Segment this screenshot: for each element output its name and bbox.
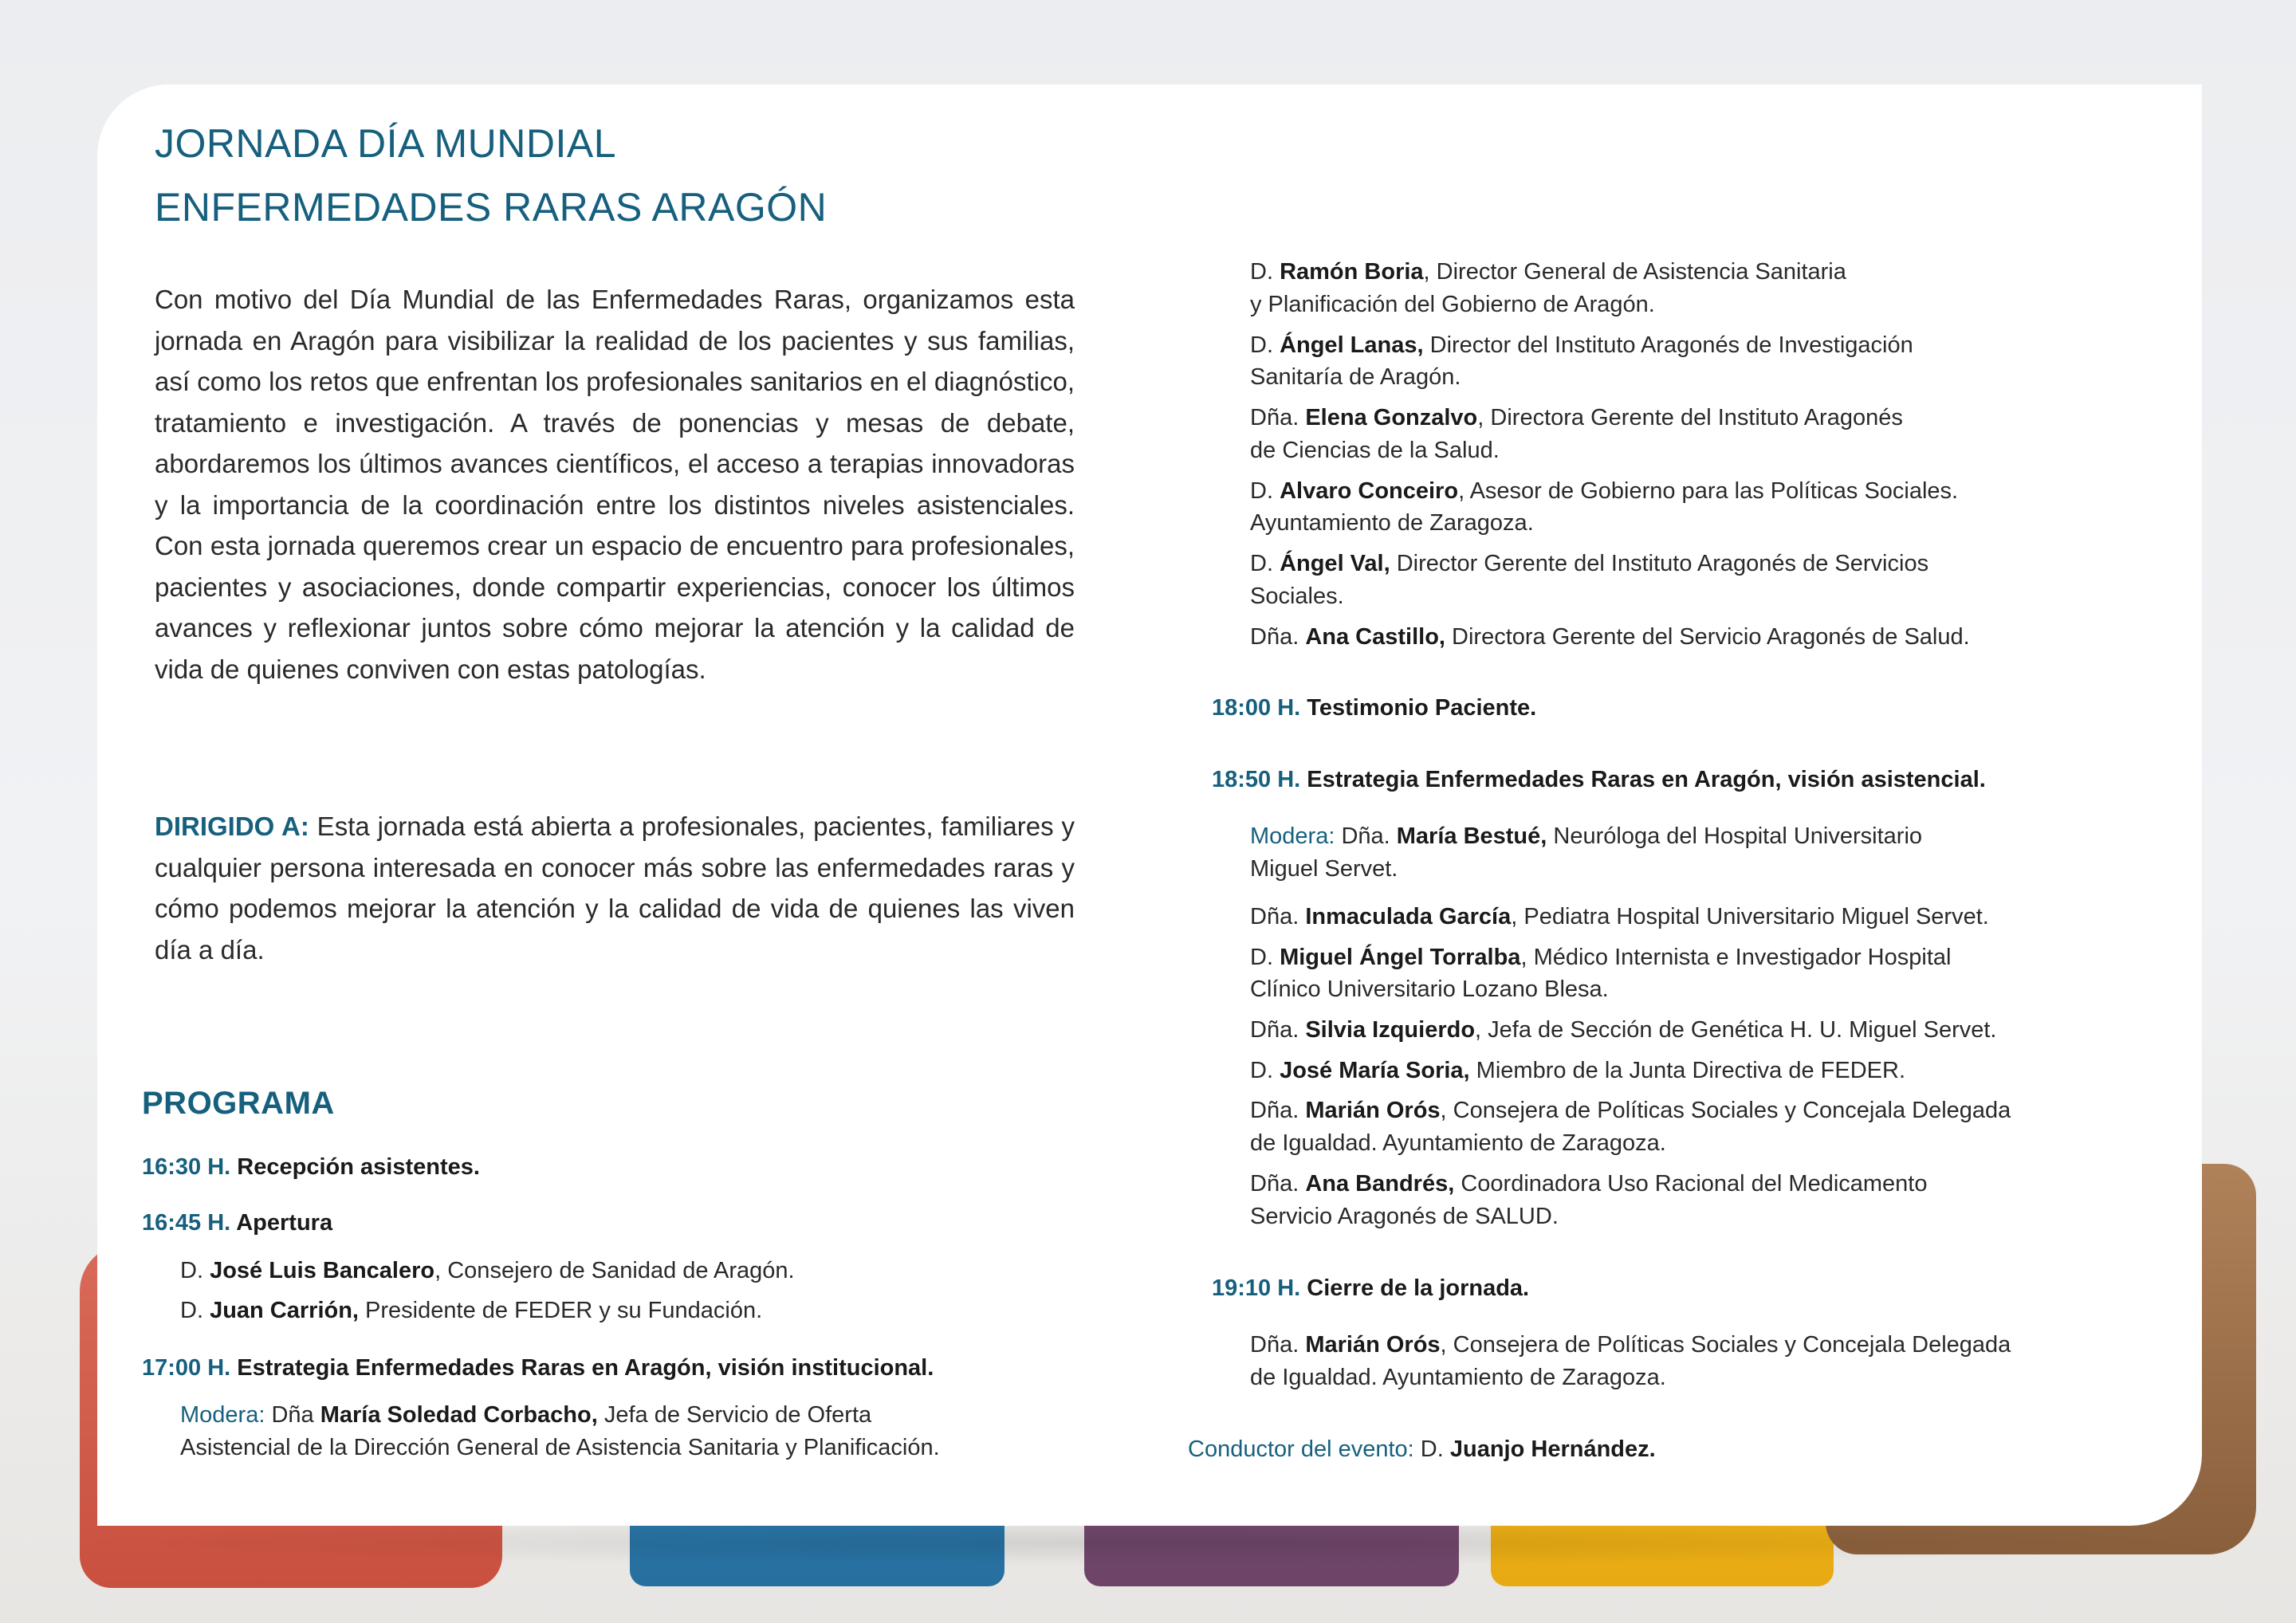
dirigido-text: Esta jornada está abierta a profesionales, pacientes, familiares y cualquier persona interesada en conocer más sobre las enfermedades raras y cómo podemos mejorar la atención y la calidad de vida de quienes las viven día a día. [155, 812, 1075, 965]
moderator-label: Modera: [1250, 823, 1335, 849]
speaker-name: Elena Gonzalvo [1305, 405, 1478, 430]
dirigido-label: DIRIGIDO A: [155, 812, 309, 841]
speaker-role-cont: Sanitaría de Aragón. [1250, 364, 1461, 390]
speaker-name: Silvia Izquierdo [1305, 1017, 1476, 1043]
speaker-item: D. Ramón Boria, Director General de Asistencia Sanitaria [1250, 259, 1846, 285]
session-1850 [1212, 764, 1986, 796]
session-label: Estrategia Enfermedades Raras en Aragón, visión asistencial. [1300, 767, 1986, 792]
programa-title: PROGRAMA [142, 1086, 335, 1121]
speaker-role: , Pediatra Hospital Universitario Miguel Servet. [1511, 904, 1989, 929]
floor-shadow [48, 1519, 2264, 1566]
speaker-item: D. Ángel Val, Director Gerente del Instituto Aragonés de Servicios [1250, 551, 1929, 576]
title-line-2: ENFERMEDADES RARAS ARAGÓN [155, 185, 828, 230]
speaker-item: Dña. Marián Orós, Consejera de Políticas Sociales y Concejala Delegada [1250, 1098, 2011, 1123]
moderator-line: Modera: Dña María Soledad Corbacho, Jefa de Servicio de Oferta [180, 1402, 872, 1428]
speaker-item: Dña. Ana Bandrés, Coordinadora Uso Racional del Medicamento [1250, 1171, 1928, 1197]
session-label: Cierre de la jornada. [1300, 1275, 1530, 1301]
intro-paragraph: Con motivo del Día Mundial de las Enfermedades Raras, organizamos esta jornada en Aragón para visibilizar la realidad de los pacientes y sus familias, así como los retos que enfrentan los profesionales sanitarios en el diagnóstico, tratamiento e investigación. A través de ponencias y mesas de debate, abordaremos los últimos avances científicos, el acceso a terapias innovadoras y la importancia de la coordinación entre los distintos niveles asistenciales. Con esta jornada queremos crear un espacio de encuentro para profesionales, pacientes y asociaciones, donde compartir experiencias, conocer los últimos avances y reflexionar juntos sobre cómo mejorar la atención y la calidad de vida de quienes conviven con estas patologías. [155, 285, 1075, 684]
speaker-role: , Consejera de Políticas Sociales y Concejala Delegada [1440, 1332, 2011, 1358]
speaker-item: Dña. Ana Castillo, Directora Gerente del Servicio Aragonés de Salud. [1250, 624, 1970, 650]
session-1630 [142, 1151, 480, 1184]
speaker-role: , Consejero de Sanidad de Aragón. [434, 1258, 795, 1283]
session-label: Estrategia Enfermedades Raras en Aragón, visión institucional. [230, 1355, 934, 1381]
speaker-item: Dña. Marián Orós, Consejera de Políticas Sociales y Concejala Delegada [1250, 1332, 2011, 1358]
session-label: Recepción asistentes. [230, 1154, 480, 1180]
session-label: Apertura [230, 1210, 333, 1236]
moderator-line: Modera: Dña. María Bestué, Neuróloga del Hospital Universitario [1250, 823, 1923, 849]
speaker-item: D. Ángel Lanas, Director del Instituto Aragonés de Investigación [1250, 332, 1913, 358]
speaker-item: Dña. Elena Gonzalvo, Directora Gerente del Instituto Aragonés [1250, 405, 1903, 430]
speaker-role: , Asesor de Gobierno para las Políticas Sociales. [1458, 478, 1959, 504]
speaker-role: , Médico Internista e Investigador Hospital [1520, 945, 1952, 970]
speaker-name: Inmaculada García [1305, 904, 1512, 929]
speaker-role: Miembro de la Junta Directiva de FEDER. [1469, 1058, 1905, 1083]
session-1645 [142, 1207, 332, 1240]
speaker-name: Ángel Lanas, [1280, 332, 1424, 358]
moderator-name: María Soledad Corbacho, [320, 1402, 598, 1428]
speaker-role-cont: y Planificación del Gobierno de Aragón. [1250, 292, 1655, 317]
speaker-role-cont: de Igualdad. Ayuntamiento de Zaragoza. [1250, 1130, 1666, 1156]
speaker-item: D. Miguel Ángel Torralba, Médico Internista e Investigador Hospital [1250, 945, 1952, 970]
session-time: 16:45 H. [142, 1210, 231, 1236]
moderator-label: Modera: [180, 1402, 265, 1428]
dirigido-paragraph [155, 806, 1075, 970]
speaker-role: , Directora Gerente del Instituto Aragonés [1477, 405, 1903, 430]
session-1700 [142, 1352, 934, 1385]
session-time: 16:30 H. [142, 1154, 231, 1180]
moderator-role-cont: Miguel Servet. [1250, 856, 1398, 882]
speaker-item: D. José María Soria, Miembro de la Junta Directiva de FEDER. [1250, 1058, 1905, 1083]
speaker-role: Directora Gerente del Servicio Aragonés de Salud. [1445, 624, 1970, 650]
conductor-name: Juanjo Hernández. [1449, 1436, 1656, 1462]
speaker-name: Miguel Ángel Torralba [1280, 945, 1521, 970]
speaker-name: Ana Bandrés, [1305, 1171, 1455, 1197]
conductor-label: Conductor del evento: [1188, 1436, 1414, 1462]
speaker-role-cont: Sociales. [1250, 584, 1344, 609]
speaker-role-cont: Ayuntamiento de Zaragoza. [1250, 510, 1534, 536]
speaker-name: Marián Orós [1305, 1098, 1441, 1123]
speaker-role: , Director General de Asistencia Sanitaria [1423, 259, 1846, 285]
speaker-role: , Jefa de Sección de Genética H. U. Miguel Servet. [1475, 1017, 1997, 1043]
speaker-name: Ramón Boria [1280, 259, 1424, 285]
page-title [155, 112, 827, 239]
speaker-item: D. Juan Carrión, Presidente de FEDER y su Fundación. [180, 1298, 763, 1323]
speaker-item: Dña. Silvia Izquierdo, Jefa de Sección de Genética H. U. Miguel Servet. [1250, 1017, 1997, 1043]
speaker-item: D. Alvaro Conceiro, Asesor de Gobierno para las Políticas Sociales. [1250, 478, 1959, 504]
session-time: 18:00 H. [1212, 695, 1301, 721]
speaker-name: Alvaro Conceiro [1280, 478, 1459, 504]
speaker-role: Director Gerente del Instituto Aragonés de Servicios [1390, 551, 1929, 576]
speaker-name: Juan Carrión, [210, 1298, 359, 1323]
speaker-name: Ana Castillo, [1305, 624, 1445, 650]
title-line-1: JORNADA DÍA MUNDIAL [155, 121, 617, 166]
speaker-role-cont: de Igualdad. Ayuntamiento de Zaragoza. [1250, 1365, 1666, 1390]
speaker-role: Director del Instituto Aragonés de Investigación [1423, 332, 1913, 358]
speaker-name: José Luis Bancalero [210, 1258, 435, 1283]
session-1800 [1212, 692, 1536, 725]
speaker-role-cont: Clínico Universitario Lozano Blesa. [1250, 977, 1609, 1002]
session-1910 [1212, 1272, 1529, 1305]
speaker-item: D. José Luis Bancalero, Consejero de Sanidad de Aragón. [180, 1258, 795, 1283]
session-time: 17:00 H. [142, 1355, 231, 1381]
speaker-name: Marián Orós [1305, 1332, 1441, 1358]
speaker-role-cont: Servicio Aragonés de SALUD. [1250, 1204, 1559, 1229]
speaker-item: Dña. Inmaculada García, Pediatra Hospital Universitario Miguel Servet. [1250, 904, 1989, 929]
conductor-line: Conductor del evento: D. Juanjo Hernández. [1188, 1436, 1656, 1462]
speaker-role-cont: de Ciencias de la Salud. [1250, 438, 1500, 463]
speaker-role: Coordinadora Uso Racional del Medicamento [1454, 1171, 1928, 1197]
session-time: 18:50 H. [1212, 767, 1301, 792]
session-time: 19:10 H. [1212, 1275, 1301, 1301]
speaker-role: , Consejera de Políticas Sociales y Concejala Delegada [1440, 1098, 2011, 1123]
moderator-name: María Bestué, [1396, 823, 1547, 849]
moderator-role-cont: Asistencial de la Dirección General de Asistencia Sanitaria y Planificación. [180, 1435, 940, 1460]
speaker-name: Ángel Val, [1280, 551, 1390, 576]
speaker-name: José María Soria, [1280, 1058, 1470, 1083]
session-label: Testimonio Paciente. [1300, 695, 1537, 721]
speaker-role: Presidente de FEDER y su Fundación. [359, 1298, 763, 1323]
